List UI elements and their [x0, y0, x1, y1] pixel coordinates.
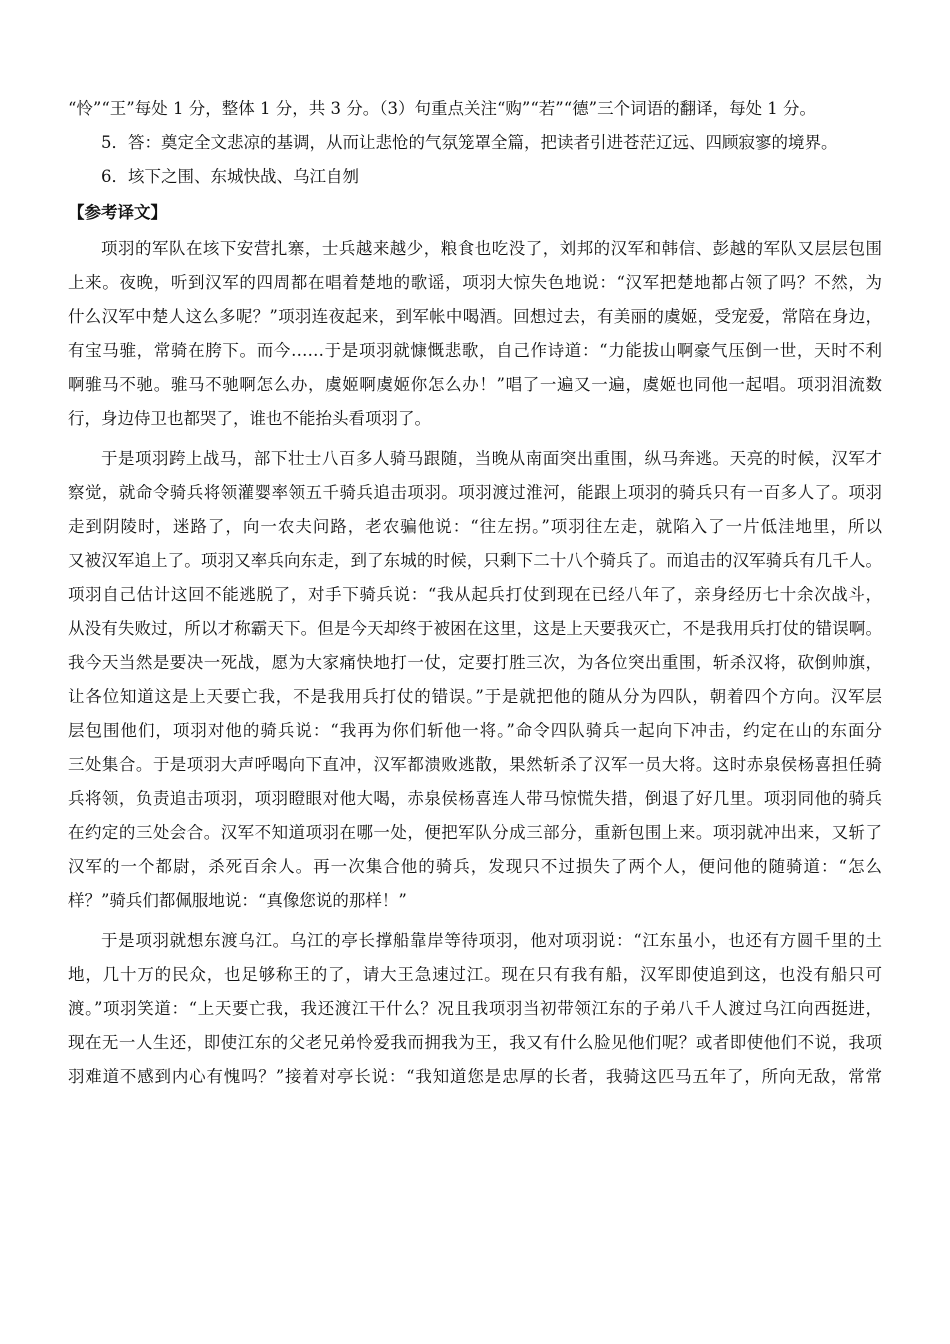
text-line: 有宝马骓，常骑在胯下。而今……于是项羽就慷慨悲歌，自己作诗道：“力能拔山啊豪气压倒一世，天时不利 [68, 341, 882, 360]
answer-item-6: 6．垓下之围、东城快战、乌江自刎 [101, 167, 359, 186]
document-page [68, 0, 882, 1094]
answer-line-scoring: “怜”“王”每处 1 分，整体 1 分，共 3 分。（3）句重点关注“购”“若”“德”三个词语的翻译，每处 1 分。 [68, 99, 817, 118]
text-line: 行，身边侍卫也都哭了，谁也不能抬头看项羽了。 [68, 409, 431, 428]
text-line: 上来。夜晚，听到汉军的四周都在唱着楚地的歌谣，项羽大惊失色地说：“汉军把楚地都占领了吗？不然，为 [68, 273, 882, 292]
translation-paragraph-1 [68, 232, 882, 436]
text-line: 汉军的一个都尉，杀死百余人。再一次集合他的骑兵，发现只不过损失了两个人，便问他的随骑道：“怎么 [68, 857, 882, 876]
text-line: 啊骓马不驰。骓马不驰啊怎么办，虞姬啊虞姬你怎么办！”唱了一遍又一遍，虞姬也同他一起唱。项羽泪流数 [68, 375, 882, 394]
text-line: 于是项羽跨上战马，部下壮士八百多人骑马跟随，当晚从南面突出重围，纵马奔逃。天亮的时候，汉军才 [101, 449, 882, 468]
text-line: 让各位知道这是上天要亡我，不是我用兵打仗的错误。”于是就把他的随从分为四队，朝着四个方向。汉军层 [68, 687, 882, 706]
text-line: 察觉，就命令骑兵将领灌婴率领五千骑兵追击项羽。项羽渡过淮河，能跟上项羽的骑兵只有一百多人了。项羽 [68, 483, 882, 502]
answer-item-5: 5．答：奠定全文悲凉的基调，从而让悲怆的气氛笼罩全篇，把读者引进苍茫辽远、四顾寂寥的境界。 [101, 133, 838, 152]
text-line: 样？”骑兵们都佩服地说：“真像您说的那样！” [68, 891, 407, 910]
text-line: 层包围他们，项羽对他的骑兵说：“我再为你们斩他一将。”命令四队骑兵一起向下冲击，约定在山的东面分 [68, 721, 882, 740]
translation-paragraph-2 [68, 442, 882, 918]
text-line: 项羽的军队在垓下安营扎寨，士兵越来越少，粮食也吃没了，刘邦的汉军和韩信、彭越的军队又层层包围 [101, 239, 882, 258]
translation-heading: 【参考译文】 [68, 203, 167, 222]
text-line: 我今天当然是要决一死战，愿为大家痛快地打一仗，定要打胜三次，为各位突出重围，斩杀汉将，砍倒帅旗， [68, 653, 882, 672]
text-line: 走到阴陵时，迷路了，向一农夫问路，老农骗他说：“往左拐。”项羽往左走，就陷入了一片低洼地里，所以 [68, 517, 882, 536]
text-line: 项羽自己估计这回不能逃脱了，对手下骑兵说：“我从起兵打仗到现在已经八年了，亲身经历七十余次战斗， [68, 585, 882, 604]
text-line: 渡。”项羽笑道：“上天要亡我，我还渡江干什么？况且我项羽当初带领江东的子弟八千人渡过乌江向西挺进， [68, 999, 882, 1018]
translation-paragraph-3 [68, 924, 882, 1094]
text-line: 于是项羽就想东渡乌江。乌江的亭长撑船靠岸等待项羽，他对项羽说：“江东虽小，也还有方圆千里的土 [101, 931, 882, 950]
text-line: 三处集合。于是项羽大声呼喝向下直冲，汉军都溃败逃散，果然斩杀了汉军一员大将。这时赤泉侯杨喜担任骑 [68, 755, 882, 774]
text-line: 从没有失败过，所以才称霸天下。但是今天却终于被困在这里，这是上天要我灭亡，不是我用兵打仗的错误啊。 [68, 619, 882, 638]
text-line: 什么汉军中楚人这么多呢？”项羽连夜起来，到军帐中喝酒。回想过去，有美丽的虞姬，受宠爱，常陪在身边， [68, 307, 882, 326]
text-line: 现在无一人生还，即使江东的父老兄弟怜爱我而拥我为王，我又有什么脸见他们呢？或者即使他们不说，我项 [68, 1033, 882, 1052]
text-line: 地，几十万的民众，也足够称王的了，请大王急速过江。现在只有我有船，汉军即使追到这，也没有船只可 [68, 965, 882, 984]
text-line: 在约定的三处会合。汉军不知道项羽在哪一处，便把军队分成三部分，重新包围上来。项羽就冲出来，又斩了 [68, 823, 882, 842]
text-line: 兵将领，负责追击项羽，项羽瞪眼对他大喝，赤泉侯杨喜连人带马惊慌失措，倒退了好几里。项羽同他的骑兵 [68, 789, 882, 808]
text-line: 又被汉军追上了。项羽又率兵向东走，到了东城的时候，只剩下二十八个骑兵了。而追击的汉军骑兵有几千人。 [68, 551, 882, 570]
text-line: 羽难道不感到内心有愧吗？”接着对亭长说：“我知道您是忠厚的长者，我骑这匹马五年了，所向无敌，常常 [68, 1067, 882, 1086]
